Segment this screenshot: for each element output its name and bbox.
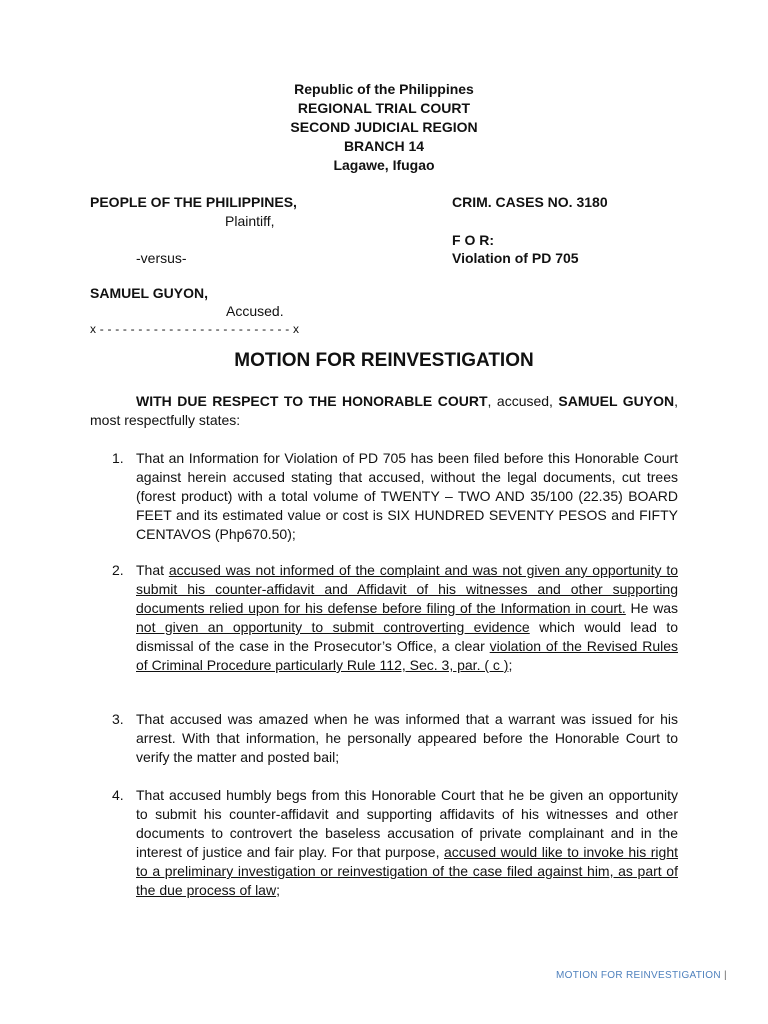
p4-underline-1: accused would like to invoke his right to a preliminary investigation or reinvestigation of the case filed against him, as part of the due process of law xyxy=(136,844,679,898)
accused-role: Accused. xyxy=(226,303,284,319)
p2-text-d: ; xyxy=(508,657,513,673)
paragraph-1 xyxy=(112,449,678,544)
plaintiff-role: Plaintiff, xyxy=(225,213,275,229)
document-title: MOTION FOR REINVESTIGATION xyxy=(234,350,534,371)
plaintiff-name: PEOPLE OF THE PHILIPPINES, xyxy=(90,194,297,210)
for-label: F O R: xyxy=(452,232,494,248)
intro-text-2: , most respectfully states: xyxy=(90,393,678,428)
header-branch: BRANCH 14 xyxy=(343,138,425,154)
paragraph-2-text xyxy=(136,561,678,675)
caption-separator: x - - - - - - - - - - - - - - - - - - - - - - - - - x xyxy=(90,322,300,336)
paragraph-1-number: 1. xyxy=(112,450,124,466)
footer-label: MOTION FOR REINVESTIGATION xyxy=(556,970,721,981)
p2-text-c: which would lead to dismissal of the case in the Prosecutor’s Office, a clear xyxy=(136,619,679,654)
header-region: SECOND JUDICIAL REGION xyxy=(290,119,478,135)
paragraph-1-text: That an Information for Violation of PD 705 has been filed before this Honorable Court against herein accused stating that accused, without the legal documents, cut trees (forest product) with a total volume of TWENTY – TWO AND 35/100 (22.35) BOARD FEET and its estimated value or cost is SIX HUNDRED SEVENTY PESOS and FIFTY CENTAVOS (Php670.50); xyxy=(136,450,678,542)
header-republic: Republic of the Philippines xyxy=(294,81,474,97)
paragraph-3-number: 3. xyxy=(112,711,124,727)
intro-bold-salutation: WITH DUE RESPECT TO THE HONORABLE COURT xyxy=(136,393,488,409)
intro-paragraph xyxy=(90,392,678,430)
p2-text-b: He was xyxy=(625,600,679,616)
footer-separator: | xyxy=(723,970,727,981)
case-number: CRIM. CASES NO. 3180 xyxy=(452,194,608,210)
header-court: REGIONAL TRIAL COURT xyxy=(297,100,471,116)
paragraph-3 xyxy=(112,710,678,767)
p2-underline-1: accused was not informed of the complaint and was not given any opportunity to submit his counter-affidavit and Affidavit of his witnesses and other supporting documents relied upon for his defense before filing of the Information in court. xyxy=(136,562,679,616)
p2-text-a: That xyxy=(136,562,169,578)
paragraph-4-text xyxy=(136,786,678,900)
intro-text-1: , accused, xyxy=(487,393,559,409)
paragraph-4-number: 4. xyxy=(112,787,124,803)
accused-name: SAMUEL GUYON, xyxy=(90,285,208,301)
intro-bold-accused: SAMUEL GUYON xyxy=(558,393,675,409)
paragraph-4 xyxy=(112,786,678,900)
p4-text-a: That accused humbly begs from this Honorable Court that he be given an opportunity to submit his counter-affidavit and supporting affidavits of his witnesses and other documents to controvert the baseless accusation of private complainant and in the interest of justice and fair play. For that purpose, xyxy=(136,787,678,860)
court-header xyxy=(0,80,768,175)
header-location: Lagawe, Ifugao xyxy=(333,157,435,173)
paragraph-2-number: 2. xyxy=(112,562,124,578)
p2-underline-3: violation of the Revised Rules of Criminal Procedure particularly Rule 112, Sec. 3, par. ( c ) xyxy=(136,638,678,673)
p4-text-b: ; xyxy=(276,882,280,898)
versus-label: -versus- xyxy=(136,250,187,266)
paragraph-3-text: That accused was amazed when he was informed that a warrant was issued for his arrest. With that information, he personally appeared before the Honorable Court to verify the matter and posted bail; xyxy=(136,711,678,765)
offense-label: Violation of PD 705 xyxy=(452,250,579,266)
paragraph-2 xyxy=(112,561,678,675)
page-footer xyxy=(556,970,727,981)
p2-underline-2: not given an opportunity to submit controverting evidence xyxy=(136,619,530,635)
